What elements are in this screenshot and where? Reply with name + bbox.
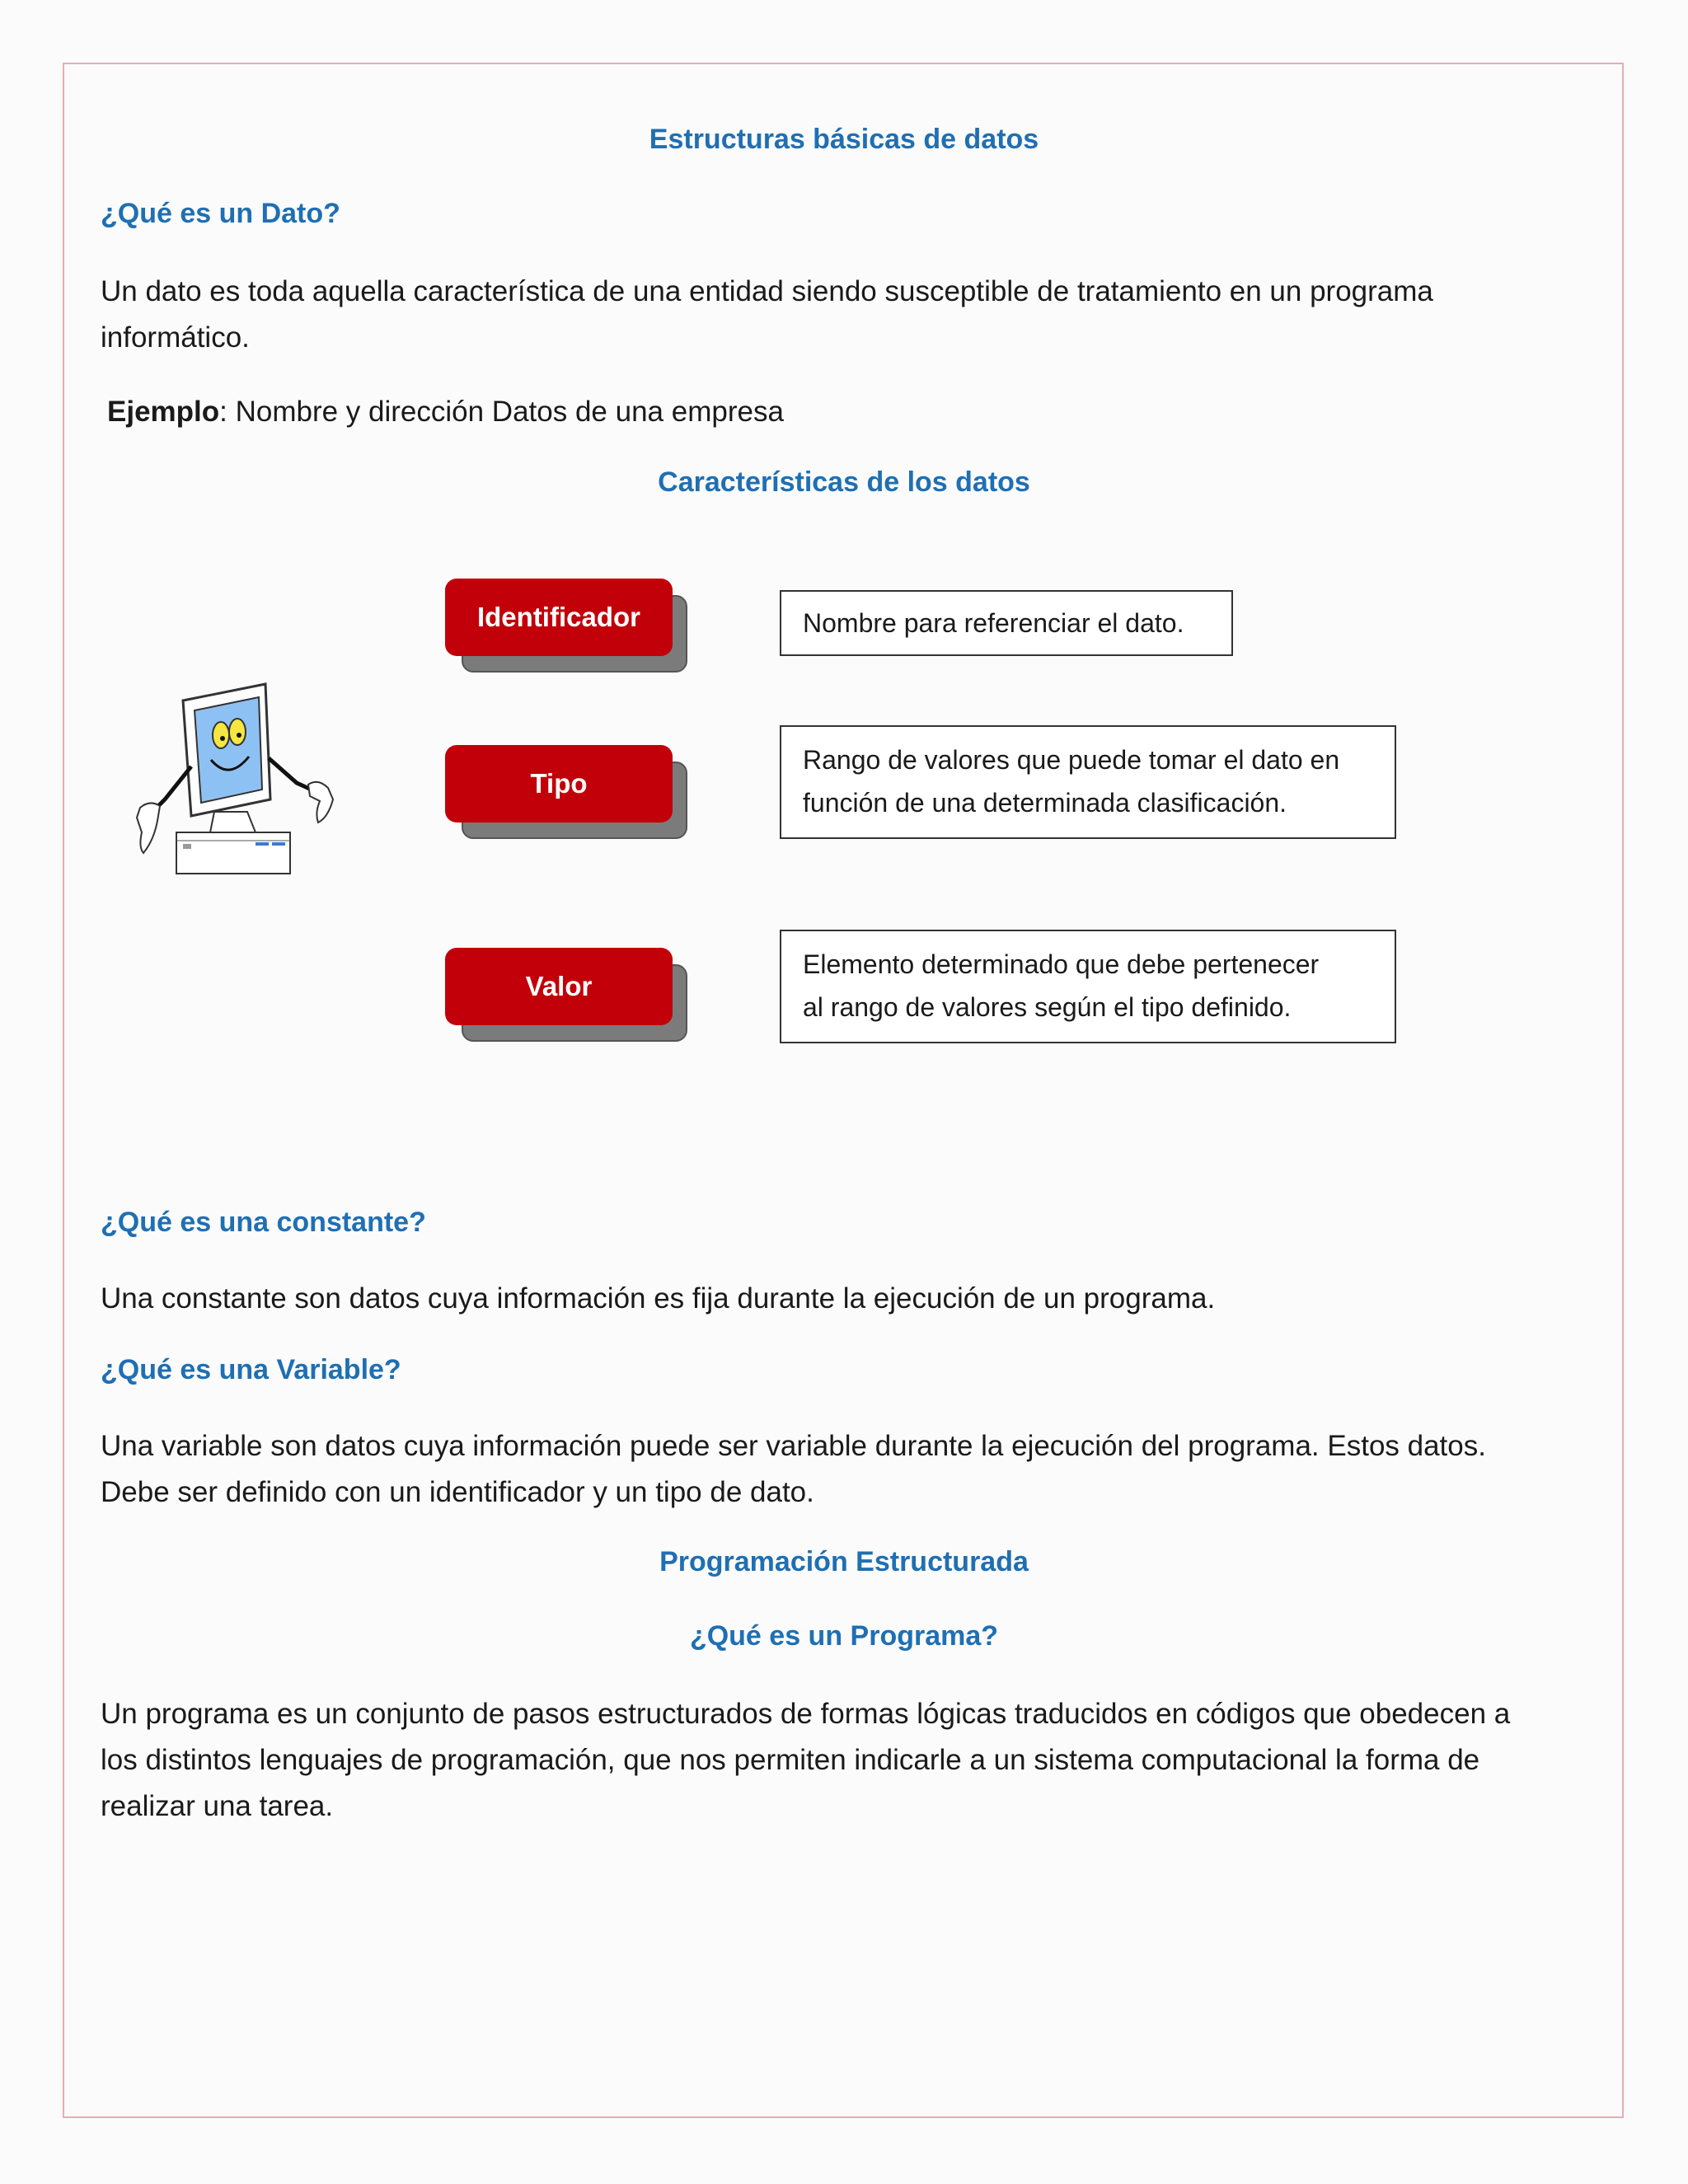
heading-que-es-variable: ¿Qué es una Variable? [101,1354,401,1385]
computer-mascot-illustration [132,676,338,882]
example-text: : Nombre y dirección Datos de una empresa [219,396,784,428]
heading-caracteristicas: Características de los datos [658,466,1030,498]
heading-que-es-constante: ¿Qué es una constante? [101,1207,426,1238]
document-title: Estructuras básicas de datos [649,124,1039,155]
description-tipo-line2: función de una determinada clasificación. [803,788,1287,818]
heading-que-es-programa: ¿Qué es un Programa? [689,1620,999,1652]
description-identificador: Nombre para referenciar el dato. [780,590,1233,656]
pill-valor: Valor [445,948,673,1025]
variable-definition [101,1423,1588,1516]
constante-definition: Una constante son datos cuya información es fija durante la ejecución de un programa. [101,1282,1216,1315]
dato-definition-line1: Un dato es toda aquella característica de una entidad siendo susceptible de tratamiento en un programa [101,275,1433,307]
pill-tipo: Tipo [445,745,673,823]
heading-que-es-dato: ¿Qué es un Dato? [101,198,340,229]
description-valor [780,930,1396,1043]
dato-definition [101,269,1588,361]
description-tipo [780,725,1396,839]
dato-definition-line2: informático. [101,321,250,354]
programa-definition-line2: los distintos lenguajes de programación, que nos permiten indicarle a un sistema computacional la forma de [101,1744,1480,1776]
description-tipo-line1: Rango de valores que puede tomar el dato en [803,745,1340,775]
dato-example [107,389,1595,435]
variable-definition-line2: Debe ser definido con un identificador y un tipo de dato. [101,1476,814,1508]
example-label: Ejemplo [107,396,220,428]
pill-identificador: Identificador [445,579,673,656]
programa-definition [101,1691,1588,1830]
variable-definition-line1: Una variable son datos cuya información puede ser variable durante la ejecución del programa. Estos datos. [101,1430,1486,1462]
programa-definition-line1: Un programa es un conjunto de pasos estructurados de formas lógicas traducidos en códigos que obedecen a [101,1698,1511,1730]
description-valor-line2: al rango de valores según el tipo definido. [803,992,1292,1022]
programa-definition-line3: realizar una tarea. [101,1790,334,1822]
description-valor-line1: Elemento determinado que debe pertenecer [803,949,1320,979]
heading-programacion-estructurada: Programación Estructurada [659,1546,1029,1577]
